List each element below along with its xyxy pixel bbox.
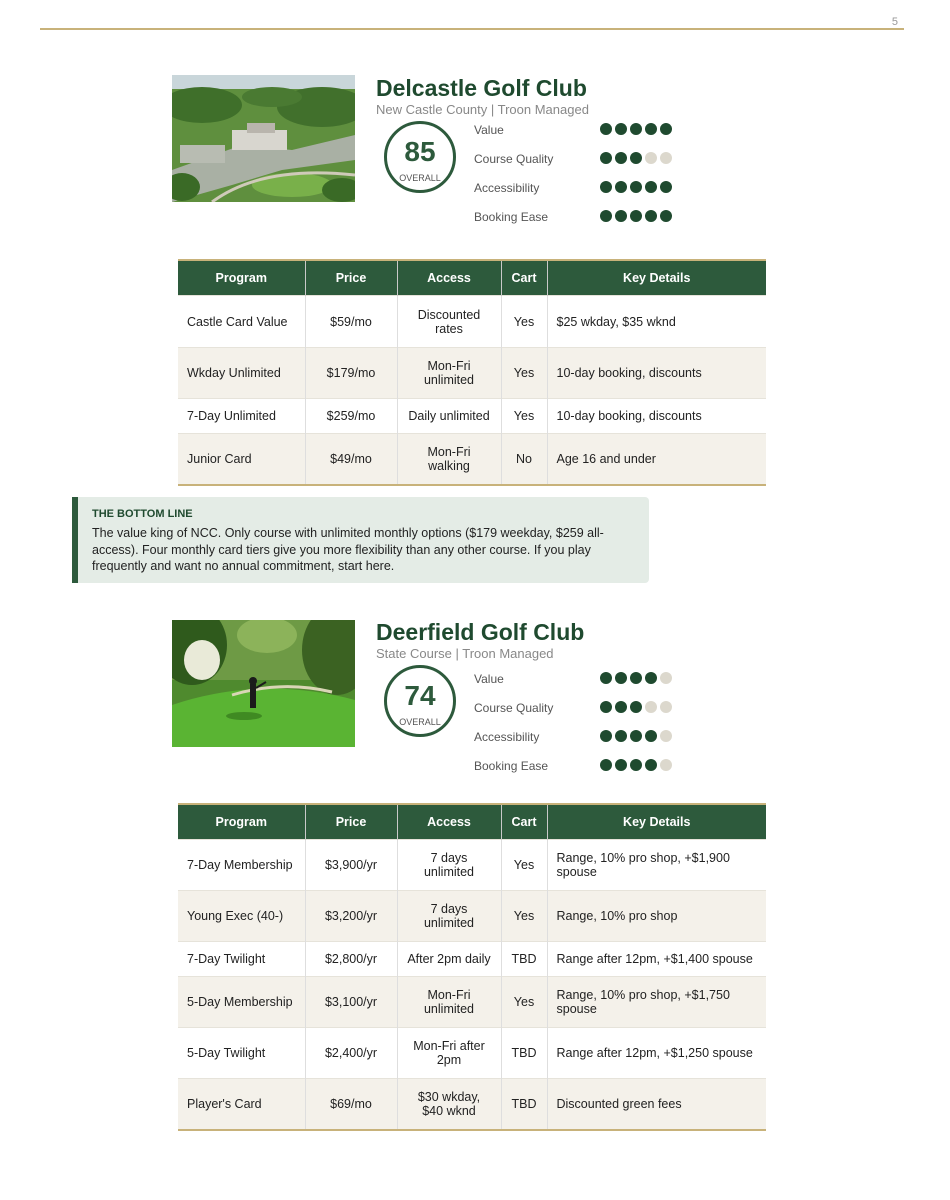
cart-cell: Yes bbox=[501, 399, 547, 434]
rating-dot-filled bbox=[645, 672, 657, 684]
rating-label: Value bbox=[474, 672, 504, 686]
rating-label: Course Quality bbox=[474, 152, 554, 166]
rating-dot-filled bbox=[630, 730, 642, 742]
callout-title: THE BOTTOM LINE bbox=[92, 508, 193, 520]
club-subtitle: New Castle County | Troon Managed bbox=[376, 102, 589, 117]
access-cell: 7 days unlimited bbox=[397, 840, 501, 891]
table-row bbox=[178, 840, 766, 891]
rating-dot-filled bbox=[600, 672, 612, 684]
overall-score-badge bbox=[384, 665, 456, 737]
club-name: Deerfield Golf Club bbox=[376, 619, 585, 645]
access-cell: 7 days unlimited bbox=[397, 891, 501, 942]
details-cell: Age 16 and under bbox=[547, 434, 766, 485]
table-header-row bbox=[178, 260, 766, 296]
details-cell: Range, 10% pro shop, +$1,750 spouse bbox=[547, 977, 766, 1028]
column-header: Price bbox=[305, 804, 397, 840]
aerial-clubhouse-image bbox=[172, 75, 355, 202]
rating-dot-filled bbox=[645, 730, 657, 742]
program-cell: Castle Card Value bbox=[178, 296, 305, 348]
access-cell: Mon-Fri walking bbox=[397, 434, 501, 485]
price-cell: $2,400/yr bbox=[305, 1028, 397, 1079]
rating-dot-empty bbox=[660, 672, 672, 684]
rating-dot-filled bbox=[600, 123, 612, 135]
rating-dot-empty bbox=[660, 759, 672, 771]
details-cell: Discounted green fees bbox=[547, 1079, 766, 1130]
rating-dot-filled bbox=[630, 123, 642, 135]
details-cell: $25 wkday, $35 wknd bbox=[547, 296, 766, 348]
cart-cell: Yes bbox=[501, 840, 547, 891]
column-header: Program bbox=[178, 804, 305, 840]
overall-label: OVERALL bbox=[399, 717, 441, 727]
club-card-delcastle bbox=[172, 75, 772, 235]
column-header: Program bbox=[178, 260, 305, 296]
rating-label: Accessibility bbox=[474, 181, 540, 195]
rating-list bbox=[474, 123, 684, 239]
cart-cell: Yes bbox=[501, 891, 547, 942]
rating-dots bbox=[600, 123, 672, 136]
program-cell: 7-Day Membership bbox=[178, 840, 305, 891]
price-cell: $59/mo bbox=[305, 296, 397, 348]
program-table-deerfield bbox=[178, 803, 766, 1131]
rating-dot-filled bbox=[630, 181, 642, 193]
rating-label: Booking Ease bbox=[474, 759, 549, 773]
rating-list bbox=[474, 672, 684, 788]
rating-dot-filled bbox=[645, 123, 657, 135]
rating-dot-filled bbox=[600, 152, 612, 164]
table-row bbox=[178, 977, 766, 1028]
access-cell: Daily unlimited bbox=[397, 399, 501, 434]
table-header-row bbox=[178, 804, 766, 840]
rating-dot-filled bbox=[660, 181, 672, 193]
column-header: Price bbox=[305, 260, 397, 296]
details-cell: 10-day booking, discounts bbox=[547, 348, 766, 399]
access-cell: $30 wkday, $40 wknd bbox=[397, 1079, 501, 1130]
column-header: Cart bbox=[501, 260, 547, 296]
program-cell: 5-Day Twilight bbox=[178, 1028, 305, 1079]
rating-dot-filled bbox=[645, 759, 657, 771]
overall-label: OVERALL bbox=[399, 173, 441, 183]
price-cell: $3,200/yr bbox=[305, 891, 397, 942]
cart-cell: Yes bbox=[501, 348, 547, 399]
price-cell: $259/mo bbox=[305, 399, 397, 434]
table-row bbox=[178, 348, 766, 399]
rating-dot-empty bbox=[645, 152, 657, 164]
access-cell: After 2pm daily bbox=[397, 942, 501, 977]
access-cell: Mon-Fri unlimited bbox=[397, 348, 501, 399]
rating-label: Accessibility bbox=[474, 730, 540, 744]
program-cell: 7-Day Twilight bbox=[178, 942, 305, 977]
rating-dot-empty bbox=[660, 730, 672, 742]
details-cell: 10-day booking, discounts bbox=[547, 399, 766, 434]
table-row bbox=[178, 1079, 766, 1130]
price-cell: $69/mo bbox=[305, 1079, 397, 1130]
club-card-deerfield bbox=[172, 619, 772, 779]
rating-dot-filled bbox=[645, 181, 657, 193]
rating-dots bbox=[600, 759, 672, 772]
price-cell: $3,100/yr bbox=[305, 977, 397, 1028]
program-cell: Wkday Unlimited bbox=[178, 348, 305, 399]
rating-dot-filled bbox=[630, 701, 642, 713]
access-cell: Mon-Fri after 2pm bbox=[397, 1028, 501, 1079]
overall-score: 85 bbox=[404, 136, 436, 167]
rating-row bbox=[474, 701, 684, 730]
cart-cell: Yes bbox=[501, 977, 547, 1028]
rating-row bbox=[474, 672, 684, 701]
column-header: Key Details bbox=[547, 804, 766, 840]
cart-cell: No bbox=[501, 434, 547, 485]
rating-dot-filled bbox=[660, 123, 672, 135]
price-cell: $49/mo bbox=[305, 434, 397, 485]
rating-row bbox=[474, 181, 684, 210]
rating-row bbox=[474, 152, 684, 181]
program-table-delcastle bbox=[178, 259, 766, 486]
access-cell: Discounted rates bbox=[397, 296, 501, 348]
rating-dot-empty bbox=[645, 701, 657, 713]
rating-dot-empty bbox=[660, 152, 672, 164]
program-cell: Junior Card bbox=[178, 434, 305, 485]
golfer-teeing-image bbox=[172, 620, 355, 747]
details-cell: Range, 10% pro shop bbox=[547, 891, 766, 942]
overall-score-badge bbox=[384, 121, 456, 193]
rating-dots bbox=[600, 730, 672, 743]
club-name: Delcastle Golf Club bbox=[376, 75, 587, 101]
table-row bbox=[178, 434, 766, 485]
club-photo bbox=[172, 620, 355, 747]
rating-dot-filled bbox=[630, 672, 642, 684]
club-photo bbox=[172, 75, 355, 202]
rating-label: Value bbox=[474, 123, 504, 137]
rating-dot-filled bbox=[630, 759, 642, 771]
rating-dots bbox=[600, 210, 672, 223]
rating-dot-filled bbox=[660, 210, 672, 222]
rating-label: Booking Ease bbox=[474, 210, 549, 224]
rating-row bbox=[474, 759, 684, 788]
cart-cell: TBD bbox=[501, 1079, 547, 1130]
rating-label: Course Quality bbox=[474, 701, 554, 715]
table-row bbox=[178, 399, 766, 434]
column-header: Key Details bbox=[547, 260, 766, 296]
rating-dot-filled bbox=[615, 210, 627, 222]
rating-dot-filled bbox=[615, 730, 627, 742]
access-cell: Mon-Fri unlimited bbox=[397, 977, 501, 1028]
rating-dot-filled bbox=[600, 730, 612, 742]
rating-dots bbox=[600, 701, 672, 714]
rating-dot-filled bbox=[615, 181, 627, 193]
club-subtitle: State Course | Troon Managed bbox=[376, 646, 554, 661]
rating-dot-empty bbox=[660, 701, 672, 713]
price-cell: $179/mo bbox=[305, 348, 397, 399]
rating-row bbox=[474, 123, 684, 152]
rating-dot-filled bbox=[615, 759, 627, 771]
table-row bbox=[178, 942, 766, 977]
price-cell: $3,900/yr bbox=[305, 840, 397, 891]
rating-dot-filled bbox=[600, 181, 612, 193]
rating-dots bbox=[600, 152, 672, 165]
rating-dot-filled bbox=[615, 152, 627, 164]
rating-dots bbox=[600, 672, 672, 685]
rating-dots bbox=[600, 181, 672, 194]
table-row bbox=[178, 1028, 766, 1079]
details-cell: Range, 10% pro shop, +$1,900 spouse bbox=[547, 840, 766, 891]
column-header: Access bbox=[397, 260, 501, 296]
program-cell: Player's Card bbox=[178, 1079, 305, 1130]
rating-dot-filled bbox=[600, 759, 612, 771]
rating-dot-filled bbox=[615, 123, 627, 135]
cart-cell: Yes bbox=[501, 296, 547, 348]
rating-dot-filled bbox=[600, 210, 612, 222]
rating-dot-filled bbox=[645, 210, 657, 222]
column-header: Cart bbox=[501, 804, 547, 840]
header-rule bbox=[40, 28, 904, 30]
bottom-line-callout bbox=[72, 497, 649, 583]
callout-text: The value king of NCC. Only course with unlimited monthly options ($179 weekday, $259 all-access). Four monthly card tiers give you more flexibility than any other course. If you play frequently and want no annual commitment, start here. bbox=[92, 526, 604, 573]
rating-row bbox=[474, 210, 684, 239]
page-number: 5 bbox=[891, 16, 898, 28]
cart-cell: TBD bbox=[501, 1028, 547, 1079]
details-cell: Range after 12pm, +$1,400 spouse bbox=[547, 942, 766, 977]
details-cell: Range after 12pm, +$1,250 spouse bbox=[547, 1028, 766, 1079]
table-row bbox=[178, 891, 766, 942]
cart-cell: TBD bbox=[501, 942, 547, 977]
rating-dot-filled bbox=[615, 672, 627, 684]
program-cell: 7-Day Unlimited bbox=[178, 399, 305, 434]
program-cell: Young Exec (40-) bbox=[178, 891, 305, 942]
rating-dot-filled bbox=[615, 701, 627, 713]
price-cell: $2,800/yr bbox=[305, 942, 397, 977]
column-header: Access bbox=[397, 804, 501, 840]
rating-dot-filled bbox=[630, 152, 642, 164]
table-row bbox=[178, 296, 766, 348]
program-cell: 5-Day Membership bbox=[178, 977, 305, 1028]
overall-score: 74 bbox=[404, 680, 436, 711]
rating-dot-filled bbox=[630, 210, 642, 222]
rating-dot-filled bbox=[600, 701, 612, 713]
rating-row bbox=[474, 730, 684, 759]
